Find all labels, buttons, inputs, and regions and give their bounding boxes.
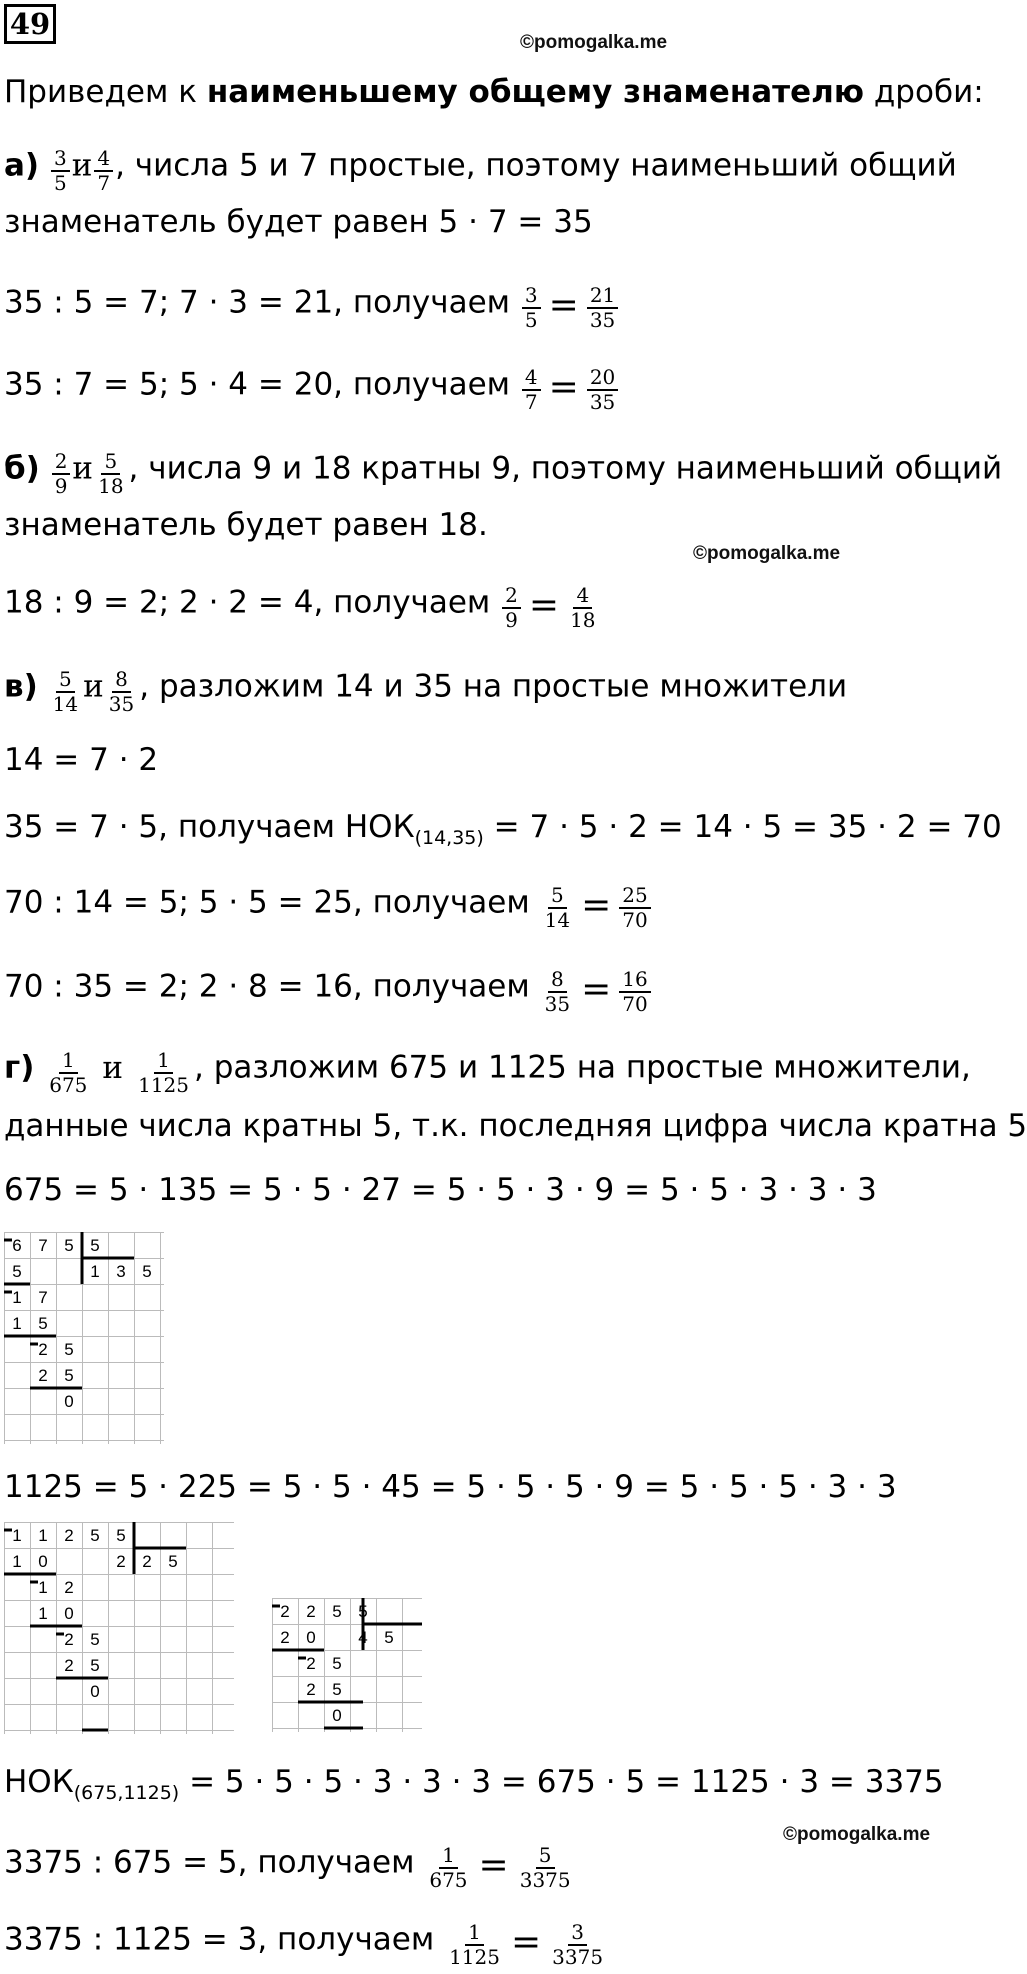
equals-sign: = xyxy=(510,1922,542,1963)
fraction xyxy=(587,366,618,414)
step-text: 35 : 5 = 7; 7 · 3 = 21, получаем xyxy=(4,284,511,321)
intro-bold: наименьшему общему знаменателю xyxy=(206,74,865,110)
fraction xyxy=(52,450,71,498)
fraction xyxy=(522,366,541,414)
division-digit: 2 xyxy=(306,1654,316,1673)
step-text: 3375 : 1125 = 3, получаем xyxy=(4,1921,435,1958)
denominator: 35 xyxy=(108,692,135,716)
division-digit: 2 xyxy=(142,1552,152,1571)
nok-sub: (14,35) xyxy=(414,827,484,850)
fraction xyxy=(542,884,573,932)
equals-sign: = xyxy=(581,885,612,926)
part-a-step1 xyxy=(4,280,620,332)
division-digit: 4 xyxy=(358,1628,368,1647)
nok-rest: = 7 · 5 · 2 = 14 · 5 = 35 · 2 = 70 xyxy=(483,809,1002,845)
part-b-step1 xyxy=(4,580,601,632)
numerator: 4 xyxy=(94,147,113,172)
fraction xyxy=(446,1921,503,1969)
division-digit: 1 xyxy=(12,1552,22,1571)
numerator: 3 xyxy=(51,147,70,172)
intro-pre: Приведем к xyxy=(4,74,207,110)
nok-rest: = 5 · 5 · 5 · 3 · 3 · 3 = 675 · 5 = 1125 · 3 = 3375 xyxy=(179,1764,944,1800)
denominator: 18 xyxy=(98,474,124,498)
fraction xyxy=(51,147,70,195)
division-1125-grid xyxy=(4,1522,234,1734)
numerator: 5 xyxy=(56,668,75,693)
part-c-step1 xyxy=(4,880,653,932)
part-d-step1 xyxy=(4,1840,576,1892)
part-c-text: , разложим 14 и 35 на простые множители xyxy=(139,668,848,705)
numerator: 2 xyxy=(502,584,521,609)
denominator: 35 xyxy=(589,308,616,332)
division-digit: 1 xyxy=(38,1604,48,1623)
division-digit: 0 xyxy=(64,1604,74,1623)
denominator: 675 xyxy=(429,1868,468,1892)
numerator: 1 xyxy=(154,1049,173,1074)
division-digit: 2 xyxy=(64,1630,74,1649)
fraction xyxy=(135,1049,192,1097)
equals-sign: = xyxy=(478,1845,509,1886)
denominator: 35 xyxy=(589,390,616,414)
numerator: 1 xyxy=(439,1844,458,1869)
fraction xyxy=(567,584,598,632)
fraction xyxy=(587,284,618,332)
equals-sign: = xyxy=(548,367,579,408)
division-digit: 5 xyxy=(90,1526,100,1545)
watermark-top: ©pomogalka.me xyxy=(520,32,668,53)
denominator: 675 xyxy=(49,1073,88,1097)
denominator: 7 xyxy=(524,390,538,414)
fraction xyxy=(619,968,650,1016)
division-digit: 0 xyxy=(64,1392,74,1411)
division-digit: 2 xyxy=(38,1340,48,1359)
division-digit: 0 xyxy=(332,1706,342,1725)
division-digit: 0 xyxy=(38,1552,48,1571)
fraction xyxy=(549,1921,606,1969)
division-digit: 5 xyxy=(142,1262,152,1281)
denominator: 9 xyxy=(54,474,68,498)
division-digit: 5 xyxy=(64,1340,74,1359)
division-225-grid xyxy=(272,1598,422,1732)
fraction xyxy=(502,584,521,632)
denominator: 18 xyxy=(570,608,596,632)
denominator: 9 xyxy=(505,608,518,632)
division-digit: 6 xyxy=(12,1236,22,1255)
conj: и xyxy=(71,147,93,184)
division-digit: 3 xyxy=(116,1262,126,1281)
fraction xyxy=(522,284,541,332)
division-digit: 5 xyxy=(332,1602,342,1621)
fraction xyxy=(50,668,81,716)
part-c-line1 xyxy=(4,664,848,716)
equals-sign: = xyxy=(548,285,579,326)
denominator: 7 xyxy=(97,171,111,195)
denominator: 3375 xyxy=(519,1868,571,1892)
part-b-text: , числа 9 и 18 кратны 9, поэтому наименьший общий xyxy=(128,450,1003,487)
division-digit: 5 xyxy=(12,1262,22,1281)
denominator: 5 xyxy=(53,171,67,195)
numerator: 5 xyxy=(536,1844,555,1869)
division-digit: 2 xyxy=(280,1628,290,1647)
step-text: 35 : 7 = 5; 5 · 4 = 20, получаем xyxy=(4,366,511,403)
denominator: 35 xyxy=(544,992,571,1016)
division-675-grid xyxy=(4,1232,164,1444)
denominator: 1125 xyxy=(449,1945,500,1969)
numerator: 1 xyxy=(59,1049,78,1074)
part-c-line3 xyxy=(4,807,1002,858)
division-digit: 2 xyxy=(116,1552,126,1571)
intro-post: дроби: xyxy=(864,74,984,110)
numerator: 5 xyxy=(101,450,120,475)
part-d-text: , разложим 675 и 1125 на простые множители, xyxy=(194,1049,971,1086)
numerator: 4 xyxy=(522,366,541,391)
fraction xyxy=(106,668,137,716)
fraction xyxy=(426,1844,470,1892)
numerator: 8 xyxy=(112,668,131,693)
part-a-step2 xyxy=(4,362,620,414)
nok-label: НОК xyxy=(4,1764,74,1800)
part-c-step2 xyxy=(4,964,653,1016)
division-digit: 2 xyxy=(64,1656,74,1675)
fraction xyxy=(542,968,573,1016)
division-digit: 2 xyxy=(280,1602,290,1621)
part-a-text: , числа 5 и 7 простые, поэтому наименьший общий xyxy=(115,147,957,184)
division-digit: 2 xyxy=(64,1578,74,1597)
part-a-label: а) xyxy=(4,147,40,184)
division-digit: 7 xyxy=(38,1236,48,1255)
denominator: 14 xyxy=(544,908,571,932)
division-digit: 5 xyxy=(90,1656,100,1675)
part-c-label: в) xyxy=(4,668,38,705)
nok-sub: (675,1125) xyxy=(73,1782,180,1805)
part-a-line2: знаменатель будет равен 5 · 7 = 35 xyxy=(4,204,593,240)
division-digit: 2 xyxy=(38,1366,48,1385)
conj: и xyxy=(72,450,94,487)
division-digit: 5 xyxy=(90,1630,100,1649)
numerator: 1 xyxy=(465,1921,484,1946)
division-digit: 5 xyxy=(64,1366,74,1385)
denominator: 70 xyxy=(622,992,648,1016)
nok-text: 35 = 7 · 5, получаем НОК xyxy=(4,809,415,845)
part-a-line1 xyxy=(4,143,957,195)
fraction xyxy=(517,1844,574,1892)
division-digit: 5 xyxy=(38,1314,48,1333)
division-digit: 5 xyxy=(384,1628,394,1647)
division-digit: 2 xyxy=(64,1526,74,1545)
nok-line xyxy=(4,1762,944,1813)
step-text: 70 : 14 = 5; 5 · 5 = 25, получаем xyxy=(4,884,530,921)
part-b-line2: знаменатель будет равен 18. xyxy=(4,507,488,543)
fraction xyxy=(94,147,113,195)
division-digit: 1 xyxy=(38,1526,48,1545)
division-digit: 5 xyxy=(116,1526,126,1545)
numerator: 8 xyxy=(548,968,567,993)
denominator: 3375 xyxy=(552,1945,604,1969)
division-digit: 7 xyxy=(38,1288,48,1307)
numerator: 3 xyxy=(568,1921,587,1946)
denominator: 70 xyxy=(622,908,648,932)
division-digit: 5 xyxy=(332,1680,342,1699)
numerator: 20 xyxy=(587,366,618,391)
step-text: 3375 : 675 = 5, получаем xyxy=(4,1844,415,1881)
division-digit: 1 xyxy=(90,1262,100,1281)
watermark-bottom: ©pomogalka.me xyxy=(783,1824,931,1845)
denominator: 14 xyxy=(52,692,79,716)
division-digit: 1 xyxy=(12,1314,22,1333)
task-number: 49 xyxy=(4,4,56,44)
division-digit: 1 xyxy=(12,1526,22,1545)
division-digit: 0 xyxy=(90,1682,100,1701)
division-digit: 2 xyxy=(306,1680,316,1699)
numerator: 2 xyxy=(52,450,71,475)
numerator: 5 xyxy=(548,884,567,909)
part-d-675: 675 = 5 · 135 = 5 · 5 · 27 = 5 · 5 · 3 · 9 = 5 · 5 · 3 · 3 · 3 xyxy=(4,1172,877,1208)
part-b-line1 xyxy=(4,446,1003,498)
part-d-1125: 1125 = 5 · 225 = 5 · 5 · 45 = 5 · 5 · 5 · 9 = 5 · 5 · 5 · 3 · 3 xyxy=(4,1469,897,1505)
watermark-mid: ©pomogalka.me xyxy=(693,543,841,564)
numerator: 25 xyxy=(619,884,650,909)
division-digit: 5 xyxy=(332,1654,342,1673)
intro-line xyxy=(4,72,984,112)
part-b-label: б) xyxy=(4,450,40,487)
denominator: 5 xyxy=(524,308,538,332)
numerator: 4 xyxy=(573,584,592,609)
conj: и xyxy=(83,668,104,705)
step-text: 70 : 35 = 2; 2 · 8 = 16, получаем xyxy=(4,968,530,1005)
division-digit: 5 xyxy=(90,1236,100,1255)
division-digit: 1 xyxy=(38,1578,48,1597)
division-digit: 5 xyxy=(358,1602,368,1621)
numerator: 21 xyxy=(587,284,618,309)
part-d-line2: данные числа кратны 5, т.к. последняя цифра числа кратна 5 xyxy=(4,1108,1027,1144)
conj: и xyxy=(102,1049,124,1086)
part-c-line2: 14 = 7 · 2 xyxy=(4,742,159,778)
fraction xyxy=(46,1049,90,1097)
division-digit: 5 xyxy=(64,1236,74,1255)
division-digit: 1 xyxy=(12,1288,22,1307)
numerator: 16 xyxy=(619,968,650,993)
part-d-line1 xyxy=(4,1045,971,1097)
part-d-step2 xyxy=(4,1917,608,1969)
denominator: 1125 xyxy=(138,1073,189,1097)
equals-sign: = xyxy=(581,969,612,1010)
division-digit: 5 xyxy=(168,1552,178,1571)
equals-sign: = xyxy=(528,585,560,626)
division-digit: 2 xyxy=(306,1602,316,1621)
division-digit: 0 xyxy=(306,1628,316,1647)
part-d-label: г) xyxy=(4,1049,35,1086)
fraction xyxy=(619,884,650,932)
step-text: 18 : 9 = 2; 2 · 2 = 4, получаем xyxy=(4,584,491,621)
fraction xyxy=(95,450,126,498)
numerator: 3 xyxy=(522,284,541,309)
